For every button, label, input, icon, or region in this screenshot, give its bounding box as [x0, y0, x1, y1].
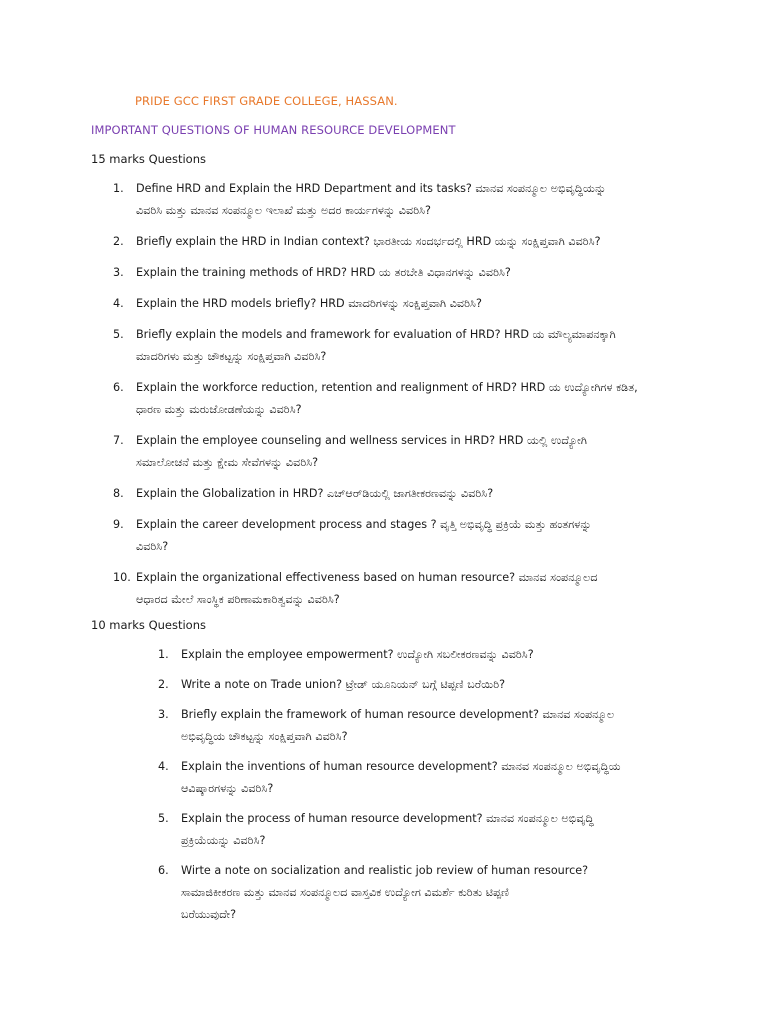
- question-item: [113, 178, 673, 222]
- question-item: [113, 430, 673, 474]
- question-text-line1: Explain the training methods of HRD? HRD ಯ ತರಬೇತಿ ವಿಧಾನಗಳನ್ನು ವಿವರಿಸಿ?: [136, 266, 511, 279]
- question-number: 3.: [113, 266, 124, 279]
- question-text-line1: Explain the inventions of human resource development? ಮಾನವ ಸಂಪನ್ಮೂಲ ಅಭಿವೃದ್ಧಿಯ: [181, 760, 621, 773]
- question-text-line1: Explain the HRD models briefly? HRD ಮಾದರಿಗಳನ್ನು ಸಂಕ್ಷಿಪ್ತವಾಗಿ ವಿವರಿಸಿ?: [136, 297, 482, 310]
- question-number: 6.: [113, 381, 124, 394]
- question-text-line1: Write a note on Trade union? ಟ್ರೇಡ್ ಯೂನಿಯನ್ ಬಗ್ಗೆ ಟಿಪ್ಪಣಿ ಬರೆಯಿರಿ?: [181, 678, 506, 691]
- question-item: [158, 756, 626, 800]
- question-number: 2.: [113, 235, 124, 248]
- question-number: 6.: [158, 864, 169, 877]
- question-text-line2: ವಿವರಿಸಿ ಮತ್ತು ಮಾನವ ಸಂಪನ್ಮೂಲ ಇಲಾಖೆ ಮತ್ತು ಅದರ ಕಾರ್ಯಗಳನ್ನು ವಿವರಿಸಿ?: [136, 204, 431, 217]
- question-text-line1: Explain the organizational effectiveness based on human resource? ಮಾನವ ಸಂಪನ್ಮೂಲದ: [136, 571, 598, 584]
- question-text-line2: ಪ್ರಕ್ರಿಯೆಯನ್ನು ವಿವರಿಸಿ?: [181, 834, 266, 847]
- question-number: 5.: [158, 812, 169, 825]
- question-text-line1: Briefly explain the models and framework for evaluation of HRD? HRD ಯ ಮೌಲ್ಯಮಾಪನಕ್ಕಾಗಿ: [136, 328, 616, 341]
- question-number: 5.: [113, 328, 124, 341]
- question-item: [113, 483, 673, 505]
- college-name: PRIDE GCC FIRST GRADE COLLEGE, HASSAN.: [135, 94, 398, 108]
- question-item: [113, 567, 673, 611]
- question-text-line2: ಆಧಾರದ ಮೇಲೆ ಸಾಂಸ್ಥಿಕ ಪರಿಣಾಮಕಾರಿತ್ವವನ್ನು ವಿವರಿಸಿ?: [136, 593, 340, 606]
- question-text-line2: ಅಭಿವೃದ್ಧಿಯ ಚೌಕಟ್ಟನ್ನು ಸಂಕ್ಷಿಪ್ತವಾಗಿ ವಿವರಿಸಿ?: [181, 730, 348, 743]
- question-text-line1: Wirte a note on socialization and realistic job review of human resource?: [181, 864, 589, 877]
- question-number: 1.: [113, 182, 124, 195]
- question-text-line2: ವಿವರಿಸಿ?: [136, 540, 169, 553]
- question-number: 3.: [158, 708, 169, 721]
- question-item: [113, 514, 673, 558]
- question-number: 7.: [113, 434, 124, 447]
- question-text-line2: ಸಾಮಾಜಿಕೀಕರಣ ಮತ್ತು ಮಾನವ ಸಂಪನ್ಮೂಲದ ವಾಸ್ತವಿಕ ಉದ್ಯೋಗ ವಿಮರ್ಶೆ ಕುರಿತು ಟಿಪ್ಪಣಿ: [181, 886, 510, 899]
- question-text-line1: Explain the employee empowerment? ಉದ್ಯೋಗಿ ಸಬಲೀಕರಣವನ್ನು ವಿವರಿಸಿ?: [181, 648, 534, 661]
- question-item: [113, 293, 673, 315]
- question-number: 2.: [158, 678, 169, 691]
- question-number: 4.: [113, 297, 124, 310]
- section-heading-10-marks: 10 marks Questions: [91, 618, 206, 632]
- question-number: 8.: [113, 487, 124, 500]
- question-text-line1: Explain the Globalization in HRD? ಎಚ್‌ಆರ್‌ಡಿಯಲ್ಲಿ ಜಾಗತೀಕರಣವನ್ನು ವಿವರಿಸಿ?: [136, 487, 494, 500]
- question-text-line1: Explain the career development process and stages ? ವೃತ್ತಿ ಅಭಿವೃದ್ಧಿ ಪ್ರಕ್ರಿಯೆ ಮತ್ತು ಹಂತಗಳನ್ನು: [136, 518, 592, 531]
- document-title: IMPORTANT QUESTIONS OF HUMAN RESOURCE DEVELOPMENT: [91, 123, 456, 137]
- question-item: [158, 644, 626, 666]
- question-item: [158, 704, 626, 748]
- question-text-line2: ಸಮಾಲೋಚನೆ ಮತ್ತು ಕ್ಷೇಮ ಸೇವೆಗಳನ್ನು ವಿವರಿಸಿ?: [136, 456, 319, 469]
- question-text-line2: ಮಾದರಿಗಳು ಮತ್ತು ಚೌಕಟ್ಟನ್ನು ಸಂಕ್ಷಿಪ್ತವಾಗಿ ವಿವರಿಸಿ?: [136, 350, 327, 363]
- question-item: [158, 808, 626, 852]
- question-text-line1: Briefly explain the framework of human resource development? ಮಾನವ ಸಂಪನ್ಮೂಲ: [181, 708, 615, 721]
- question-text-line1: Briefly explain the HRD in Indian context? ಭಾರತೀಯ ಸಂದರ್ಭದಲ್ಲಿ HRD ಯನ್ನು ಸಂಕ್ಷಿಪ್ತವಾಗಿ ವಿವರಿಸಿ?: [136, 235, 601, 248]
- question-item: [113, 324, 673, 368]
- question-text-line1: Explain the employee counseling and wellness services in HRD? HRD ಯಲ್ಲಿ ಉದ್ಯೋಗಿ: [136, 434, 588, 447]
- question-list-15-marks: [113, 178, 673, 620]
- question-text-line2: ಆವಿಷ್ಕಾರಗಳನ್ನು ವಿವರಿಸಿ?: [181, 782, 274, 795]
- question-text-line3: ಬರೆಯುವುದೇ?: [181, 908, 237, 921]
- question-text-line2: ಧಾರಣ ಮತ್ತು ಮರುಜೋಡಣೆಯನ್ನು ವಿವರಿಸಿ?: [136, 403, 302, 416]
- question-number: 1.: [158, 648, 169, 661]
- question-item: [113, 231, 673, 253]
- question-number: 10.: [113, 571, 131, 584]
- question-text-line1: Explain the process of human resource development? ಮಾನವ ಸಂಪನ್ಮೂಲ ಅಭಿವೃದ್ಧಿ: [181, 812, 594, 825]
- question-item: [113, 377, 673, 421]
- question-number: 9.: [113, 518, 124, 531]
- question-number: 4.: [158, 760, 169, 773]
- question-text-line1: Define HRD and Explain the HRD Department and its tasks? ಮಾನವ ಸಂಪನ್ಮೂಲ ಅಭಿವೃದ್ಧಿಯನ್ನು: [136, 182, 607, 195]
- question-item: [113, 262, 673, 284]
- question-text-line1: Explain the workforce reduction, retention and realignment of HRD? HRD ಯ ಉದ್ಯೋಗಿಗಳ ಕಡಿತ,: [136, 381, 638, 394]
- question-item: [158, 860, 626, 926]
- section-heading-15-marks: 15 marks Questions: [91, 152, 206, 166]
- question-item: [158, 674, 626, 696]
- question-list-10-marks: [158, 644, 626, 934]
